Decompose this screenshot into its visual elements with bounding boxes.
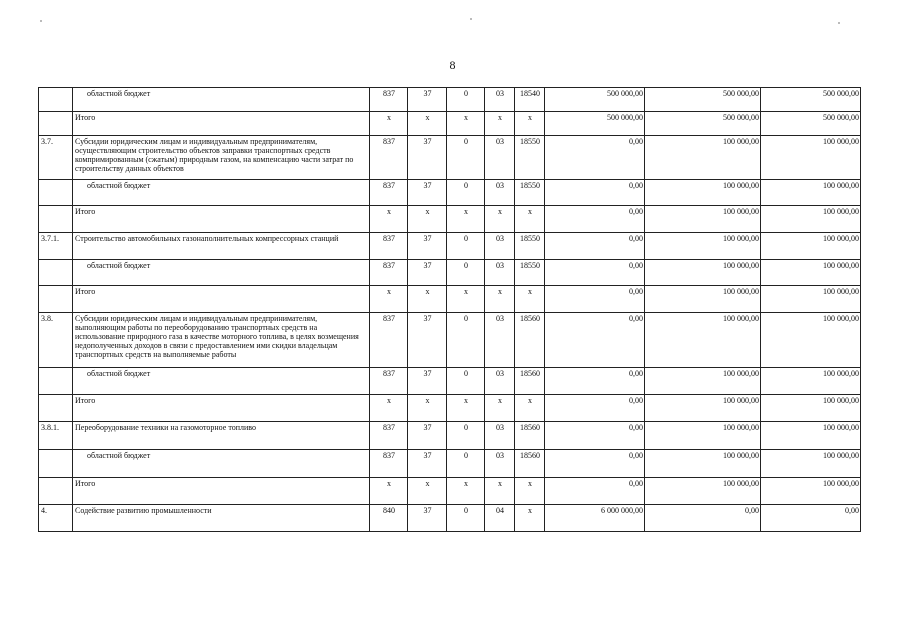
grbs-code-cell: x xyxy=(370,206,408,233)
program-code-cell: 37 xyxy=(408,260,447,286)
table-body xyxy=(39,88,861,532)
program-code-cell: 37 xyxy=(408,422,447,450)
amount-year2-cell: 100 000,00 xyxy=(645,286,761,313)
grbs-code-cell: 837 xyxy=(370,422,408,450)
expense-code-cell: 18550 xyxy=(515,233,545,260)
section-code-cell: x xyxy=(485,112,515,136)
table-row xyxy=(39,233,861,260)
amount-year1-cell: 0,00 xyxy=(545,395,645,422)
row-name-cell: Итого xyxy=(73,395,370,422)
program-code-cell: 37 xyxy=(408,136,447,180)
amount-year2-cell: 500 000,00 xyxy=(645,112,761,136)
row-name-cell: областной бюджет xyxy=(73,368,370,395)
section-code-cell: 03 xyxy=(485,368,515,395)
grbs-code-cell: 837 xyxy=(370,136,408,180)
row-name-cell: Итого xyxy=(73,286,370,313)
amount-year3-cell: 100 000,00 xyxy=(761,286,861,313)
subprogram-code-cell: 0 xyxy=(447,136,485,180)
section-code-cell: x xyxy=(485,478,515,505)
amount-year3-cell: 100 000,00 xyxy=(761,313,861,368)
expense-code-cell: 18560 xyxy=(515,450,545,478)
amount-year2-cell: 0,00 xyxy=(645,505,761,532)
grbs-code-cell: 837 xyxy=(370,260,408,286)
row-name-cell: Переоборудование техники на газомоторное топливо xyxy=(73,422,370,450)
amount-year2-cell: 100 000,00 xyxy=(645,313,761,368)
row-number-cell xyxy=(39,180,73,206)
page-number: 8 xyxy=(449,58,456,72)
amount-year2-cell: 100 000,00 xyxy=(645,368,761,395)
amount-year2-cell: 100 000,00 xyxy=(645,180,761,206)
amount-year3-cell: 100 000,00 xyxy=(761,395,861,422)
grbs-code-cell: x xyxy=(370,286,408,313)
expense-code-cell: x xyxy=(515,395,545,422)
subprogram-code-cell: 0 xyxy=(447,422,485,450)
amount-year3-cell: 100 000,00 xyxy=(761,136,861,180)
grbs-code-cell: 837 xyxy=(370,233,408,260)
grbs-code-cell: 837 xyxy=(370,180,408,206)
grbs-code-cell: 837 xyxy=(370,313,408,368)
subprogram-code-cell: 0 xyxy=(447,368,485,395)
row-number-cell xyxy=(39,260,73,286)
subprogram-code-cell: x xyxy=(447,478,485,505)
table-row xyxy=(39,180,861,206)
grbs-code-cell: 837 xyxy=(370,450,408,478)
amount-year2-cell: 100 000,00 xyxy=(645,422,761,450)
subprogram-code-cell: 0 xyxy=(447,233,485,260)
amount-year1-cell: 0,00 xyxy=(545,450,645,478)
subprogram-code-cell: 0 xyxy=(447,260,485,286)
amount-year2-cell: 100 000,00 xyxy=(645,136,761,180)
amount-year1-cell: 0,00 xyxy=(545,313,645,368)
expense-code-cell: 18550 xyxy=(515,136,545,180)
amount-year1-cell: 500 000,00 xyxy=(545,112,645,136)
budget-table xyxy=(38,87,861,532)
section-code-cell: 03 xyxy=(485,313,515,368)
row-number-cell xyxy=(39,286,73,313)
section-code-cell: x xyxy=(485,286,515,313)
program-code-cell: 37 xyxy=(408,368,447,395)
program-code-cell: 37 xyxy=(408,450,447,478)
scan-speck xyxy=(40,20,42,22)
table-row xyxy=(39,505,861,532)
program-code-cell: x xyxy=(408,395,447,422)
amount-year2-cell: 100 000,00 xyxy=(645,233,761,260)
section-code-cell: 03 xyxy=(485,233,515,260)
row-number-cell xyxy=(39,206,73,233)
table-row xyxy=(39,136,861,180)
scan-speck xyxy=(470,18,472,20)
table-row xyxy=(39,313,861,368)
subprogram-code-cell: x xyxy=(447,112,485,136)
row-number-cell xyxy=(39,88,73,112)
amount-year3-cell: 0,00 xyxy=(761,505,861,532)
row-name-cell: Строительство автомобильных газонаполнительных компрессорных станций xyxy=(73,233,370,260)
subprogram-code-cell: x xyxy=(447,206,485,233)
program-code-cell: 37 xyxy=(408,233,447,260)
section-code-cell: 03 xyxy=(485,180,515,206)
row-name-cell: областной бюджет xyxy=(73,88,370,112)
row-number-cell: 3.7.1. xyxy=(39,233,73,260)
row-number-cell xyxy=(39,368,73,395)
grbs-code-cell: x xyxy=(370,395,408,422)
grbs-code-cell: x xyxy=(370,478,408,505)
program-code-cell: x xyxy=(408,112,447,136)
program-code-cell: x xyxy=(408,478,447,505)
amount-year1-cell: 0,00 xyxy=(545,206,645,233)
table-row xyxy=(39,286,861,313)
program-code-cell: 37 xyxy=(408,505,447,532)
expense-code-cell: 18560 xyxy=(515,422,545,450)
section-code-cell: 04 xyxy=(485,505,515,532)
amount-year3-cell: 100 000,00 xyxy=(761,422,861,450)
row-number-cell: 3.8. xyxy=(39,313,73,368)
scan-speck xyxy=(838,22,840,24)
table-row xyxy=(39,478,861,505)
row-name-cell: Итого xyxy=(73,478,370,505)
amount-year2-cell: 100 000,00 xyxy=(645,206,761,233)
row-name-cell: Итого xyxy=(73,112,370,136)
expense-code-cell: 18540 xyxy=(515,88,545,112)
row-number-cell xyxy=(39,478,73,505)
table-row xyxy=(39,450,861,478)
table-row xyxy=(39,88,861,112)
subprogram-code-cell: 0 xyxy=(447,88,485,112)
subprogram-code-cell: x xyxy=(447,286,485,313)
grbs-code-cell: 837 xyxy=(370,88,408,112)
subprogram-code-cell: x xyxy=(447,395,485,422)
row-name-cell: областной бюджет xyxy=(73,180,370,206)
amount-year1-cell: 0,00 xyxy=(545,233,645,260)
expense-code-cell: 18560 xyxy=(515,368,545,395)
amount-year3-cell: 500 000,00 xyxy=(761,88,861,112)
row-name-cell: областной бюджет xyxy=(73,260,370,286)
expense-code-cell: 18560 xyxy=(515,313,545,368)
amount-year3-cell: 500 000,00 xyxy=(761,112,861,136)
section-code-cell: 03 xyxy=(485,450,515,478)
expense-code-cell: x xyxy=(515,112,545,136)
table-row xyxy=(39,206,861,233)
amount-year1-cell: 0,00 xyxy=(545,136,645,180)
amount-year2-cell: 100 000,00 xyxy=(645,450,761,478)
subprogram-code-cell: 0 xyxy=(447,450,485,478)
amount-year1-cell: 0,00 xyxy=(545,260,645,286)
amount-year1-cell: 6 000 000,00 xyxy=(545,505,645,532)
program-code-cell: 37 xyxy=(408,180,447,206)
grbs-code-cell: 837 xyxy=(370,368,408,395)
amount-year1-cell: 0,00 xyxy=(545,368,645,395)
amount-year2-cell: 100 000,00 xyxy=(645,478,761,505)
expense-code-cell: x xyxy=(515,478,545,505)
expense-code-cell: 18550 xyxy=(515,260,545,286)
program-code-cell: x xyxy=(408,206,447,233)
row-number-cell xyxy=(39,395,73,422)
expense-code-cell: x xyxy=(515,505,545,532)
table-row xyxy=(39,395,861,422)
amount-year1-cell: 500 000,00 xyxy=(545,88,645,112)
amount-year1-cell: 0,00 xyxy=(545,286,645,313)
row-number-cell: 3.7. xyxy=(39,136,73,180)
amount-year2-cell: 100 000,00 xyxy=(645,395,761,422)
row-name-cell: Содействие развитию промышленности xyxy=(73,505,370,532)
amount-year2-cell: 500 000,00 xyxy=(645,88,761,112)
amount-year3-cell: 100 000,00 xyxy=(761,233,861,260)
row-name-cell: Субсидии юридическим лицам и индивидуальным предпринимателям, выполняющим работы по переоборудованию транспортных средств на использование природного газа в качестве моторного топлива, в целях возмещения недополученных доходов в связи с предоставлением ими скидки владельцам транспортных средств на выполняемые работы xyxy=(73,313,370,368)
row-name-cell: Итого xyxy=(73,206,370,233)
row-number-cell: 3.8.1. xyxy=(39,422,73,450)
program-code-cell: 37 xyxy=(408,88,447,112)
section-code-cell: 03 xyxy=(485,136,515,180)
amount-year3-cell: 100 000,00 xyxy=(761,206,861,233)
amount-year1-cell: 0,00 xyxy=(545,422,645,450)
subprogram-code-cell: 0 xyxy=(447,505,485,532)
row-number-cell: 4. xyxy=(39,505,73,532)
amount-year3-cell: 100 000,00 xyxy=(761,450,861,478)
grbs-code-cell: 840 xyxy=(370,505,408,532)
amount-year3-cell: 100 000,00 xyxy=(761,368,861,395)
expense-code-cell: 18550 xyxy=(515,180,545,206)
table-row xyxy=(39,260,861,286)
section-code-cell: x xyxy=(485,395,515,422)
amount-year3-cell: 100 000,00 xyxy=(761,260,861,286)
subprogram-code-cell: 0 xyxy=(447,180,485,206)
amount-year2-cell: 100 000,00 xyxy=(645,260,761,286)
grbs-code-cell: x xyxy=(370,112,408,136)
program-code-cell: 37 xyxy=(408,313,447,368)
row-name-cell: Субсидии юридическим лицам и индивидуальным предпринимателям, осуществляющим строительство объектов заправки транспортных средств компримированным (сжатым) природным газом, на компенсацию части затрат по строительству данных объектов xyxy=(73,136,370,180)
section-code-cell: 03 xyxy=(485,88,515,112)
amount-year3-cell: 100 000,00 xyxy=(761,180,861,206)
row-name-cell: областной бюджет xyxy=(73,450,370,478)
section-code-cell: 03 xyxy=(485,422,515,450)
program-code-cell: x xyxy=(408,286,447,313)
table-row xyxy=(39,368,861,395)
row-number-cell xyxy=(39,112,73,136)
section-code-cell: 03 xyxy=(485,260,515,286)
section-code-cell: x xyxy=(485,206,515,233)
expense-code-cell: x xyxy=(515,206,545,233)
amount-year1-cell: 0,00 xyxy=(545,180,645,206)
table-row xyxy=(39,112,861,136)
expense-code-cell: x xyxy=(515,286,545,313)
amount-year1-cell: 0,00 xyxy=(545,478,645,505)
table-row xyxy=(39,422,861,450)
amount-year3-cell: 100 000,00 xyxy=(761,478,861,505)
row-number-cell xyxy=(39,450,73,478)
subprogram-code-cell: 0 xyxy=(447,313,485,368)
